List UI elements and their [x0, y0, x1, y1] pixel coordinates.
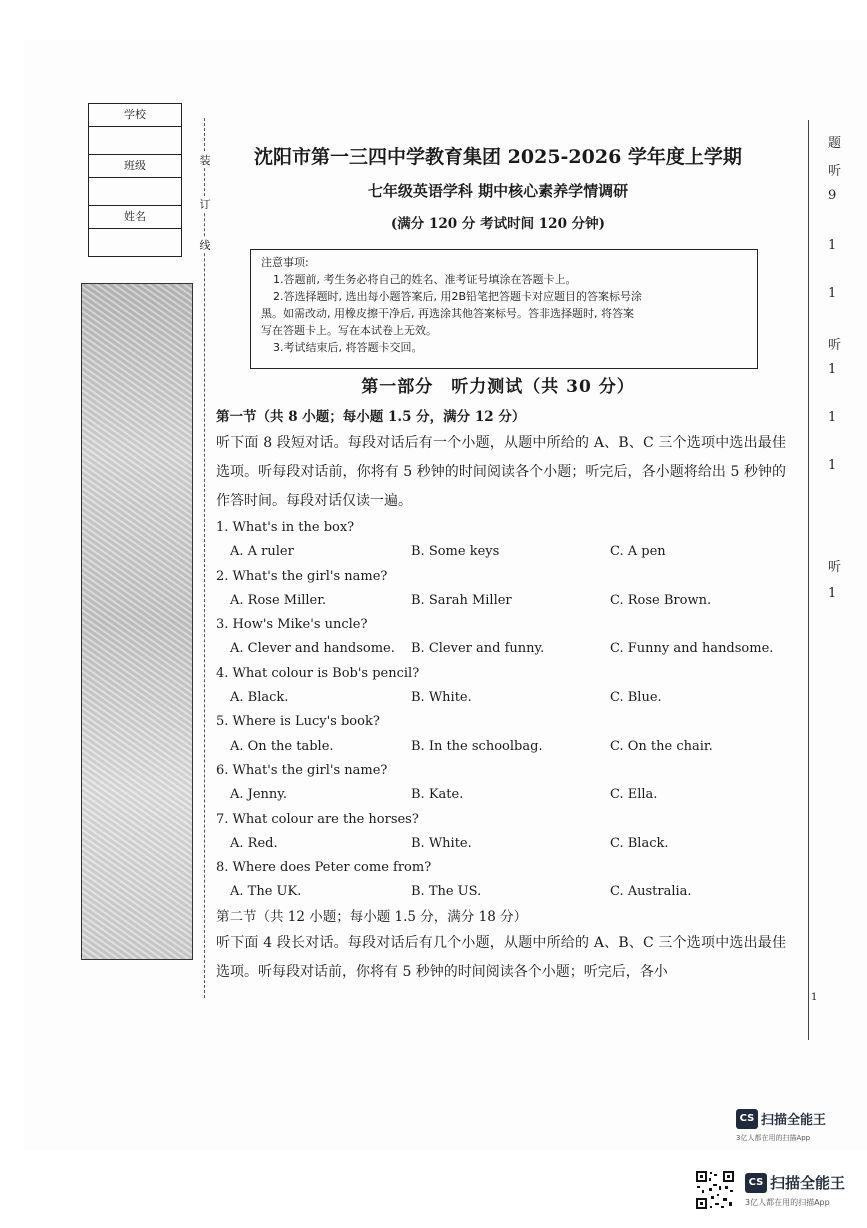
edge-char: 1: [828, 458, 837, 473]
notice-line: 黑。如需改动, 用橡皮擦干净后, 再选涂其他答案标号。答非选择题时, 将答案: [261, 307, 634, 320]
question-7: 7. What colour are the horses?: [216, 811, 419, 827]
notice-line: 2.答选择题时, 选出每小题答案后, 用2B铅笔把答题卡对应题目的答案标号涂: [273, 290, 643, 303]
option-c: C. Rose Brown.: [610, 592, 712, 608]
notice-line: 1.答题前, 考生务必将自己的姓名、准考证号填涂在答题卡上。: [273, 273, 577, 286]
option-c: C. Funny and handsome.: [610, 641, 774, 657]
question-8-options: [216, 880, 786, 904]
option-c: C. On the chair.: [610, 738, 713, 754]
school-label: 学校: [89, 104, 181, 127]
option-b: B. White.: [411, 835, 472, 851]
notice-line: 写在答题卡上。写在本试卷上无效。: [261, 324, 437, 337]
question-2-options: [216, 589, 786, 613]
option-a: A. The UK.: [230, 884, 302, 900]
option-c: C. Ella.: [610, 787, 658, 803]
brand-name: 扫描全能王: [770, 1174, 846, 1192]
class-blank: [89, 178, 181, 206]
qr-code-icon: [695, 1170, 735, 1210]
option-a: A. Black.: [230, 690, 289, 706]
cs-badge-icon: CS: [745, 1173, 767, 1193]
exam-title: 沈阳市第一三四中学教育集团 2025-2026 学年度上学期: [254, 146, 742, 168]
part1-title: 第一部分 听力测试（共 30 分）: [361, 377, 635, 397]
option-a: A. A ruler: [230, 544, 294, 560]
option-a: A. Red.: [230, 835, 278, 851]
brand-name: 扫描全能王: [761, 1113, 827, 1128]
camscanner-logo: [736, 1108, 826, 1143]
school-blank: [89, 127, 181, 155]
section1-instruction: 听下面 8 段短对话。每段对话后有一个小题，从题中所给的 A、B、C 三个选项中选出最佳选项。听每段对话前，你将有 5 秒钟的时间阅读各个小题；听完后，各小题将给出 5 秒钟的作答时间。每段对话仅读一遍。: [216, 435, 786, 509]
question-5-options: [216, 735, 786, 759]
option-b: B. Some keys: [411, 544, 500, 560]
option-c: C. Black.: [610, 835, 669, 851]
camscanner-logo-bottom: [745, 1172, 845, 1208]
question-7-options: [216, 832, 786, 856]
option-a: A. Rose Miller.: [230, 592, 327, 608]
section2-instruction: 听下面 4 段长对话。每段对话后有几个小题，从题中所给的 A、B、C 三个选项中选出最佳选项。听每段对话前，你将有 5 秒钟的时间阅读各个小题；听完后，各小: [216, 934, 786, 980]
edge-char: 题: [828, 136, 842, 151]
edge-char: 9: [828, 188, 837, 203]
brand-tagline: 3亿人都在用的扫描App: [736, 1133, 811, 1142]
score-time-info: (满分 120 分 考试时间 120 分钟): [390, 216, 606, 232]
question-1-options: [216, 540, 786, 564]
exam-body: [216, 405, 786, 987]
option-a: A. Jenny.: [230, 787, 288, 803]
question-8: 8. Where does Peter come from?: [216, 860, 432, 876]
edge-char: 听: [828, 164, 842, 179]
section1-title: 第一节（共 8 小题；每小题 1.5 分，满分 12 分）: [216, 409, 526, 425]
option-c: C. Blue.: [610, 690, 662, 706]
question-6-options: [216, 783, 786, 807]
brand-tagline: 3亿人都在用的扫描App: [745, 1198, 830, 1207]
notice-box: [250, 249, 758, 369]
page-mark: 1: [811, 992, 818, 1003]
option-c: C. A pen: [610, 544, 666, 560]
binding-char-zhuang: 装: [199, 154, 211, 167]
edge-char: 1: [828, 410, 837, 425]
section2-title: 第二节（共 12 小题；每小题 1.5 分，满分 18 分）: [216, 908, 528, 925]
binding-char-ding: 订: [199, 198, 211, 211]
student-info-box: [88, 103, 182, 257]
notice-title: 注意事项:: [261, 256, 309, 269]
option-b: B. Kate.: [411, 787, 464, 803]
class-label: 班级: [89, 155, 181, 178]
option-c: C. Australia.: [610, 884, 692, 900]
name-label: 姓名: [89, 206, 181, 229]
edge-char: 听: [828, 338, 842, 353]
option-b: B. Sarah Miller: [411, 592, 512, 608]
edge-char: 1: [828, 286, 837, 301]
edge-char: 1: [828, 586, 837, 601]
name-blank: [89, 229, 181, 256]
exam-subtitle: 七年级英语学科 期中核心素养学情调研: [367, 182, 629, 200]
edge-char: 听: [828, 560, 842, 575]
option-b: B. White.: [411, 690, 472, 706]
edge-char: 1: [828, 362, 837, 377]
question-4: 4. What colour is Bob's pencil?: [216, 665, 420, 681]
question-6: 6. What's the girl's name?: [216, 762, 388, 778]
binding-char-xian: 线: [199, 239, 211, 252]
next-page-edge: [808, 120, 867, 1040]
cs-badge-icon: CS: [736, 1109, 758, 1129]
question-3-options: [216, 637, 786, 661]
option-b: B. In the schoolbag.: [411, 738, 543, 754]
option-b: B. The US.: [411, 884, 482, 900]
question-2: 2. What's the girl's name?: [216, 568, 388, 584]
edge-char: 1: [828, 238, 837, 253]
question-3: 3. How's Mike's uncle?: [216, 617, 368, 633]
scan-gray-strip: [81, 283, 193, 960]
notice-line: 3.考试结束后, 将答题卡交回。: [273, 341, 423, 354]
question-4-options: [216, 686, 786, 710]
option-b: B. Clever and funny.: [411, 641, 545, 657]
option-a: A. On the table.: [230, 738, 334, 754]
question-5: 5. Where is Lucy's book?: [216, 714, 380, 730]
option-a: A. Clever and handsome.: [230, 641, 395, 657]
question-1: 1. What's in the box?: [216, 520, 355, 535]
